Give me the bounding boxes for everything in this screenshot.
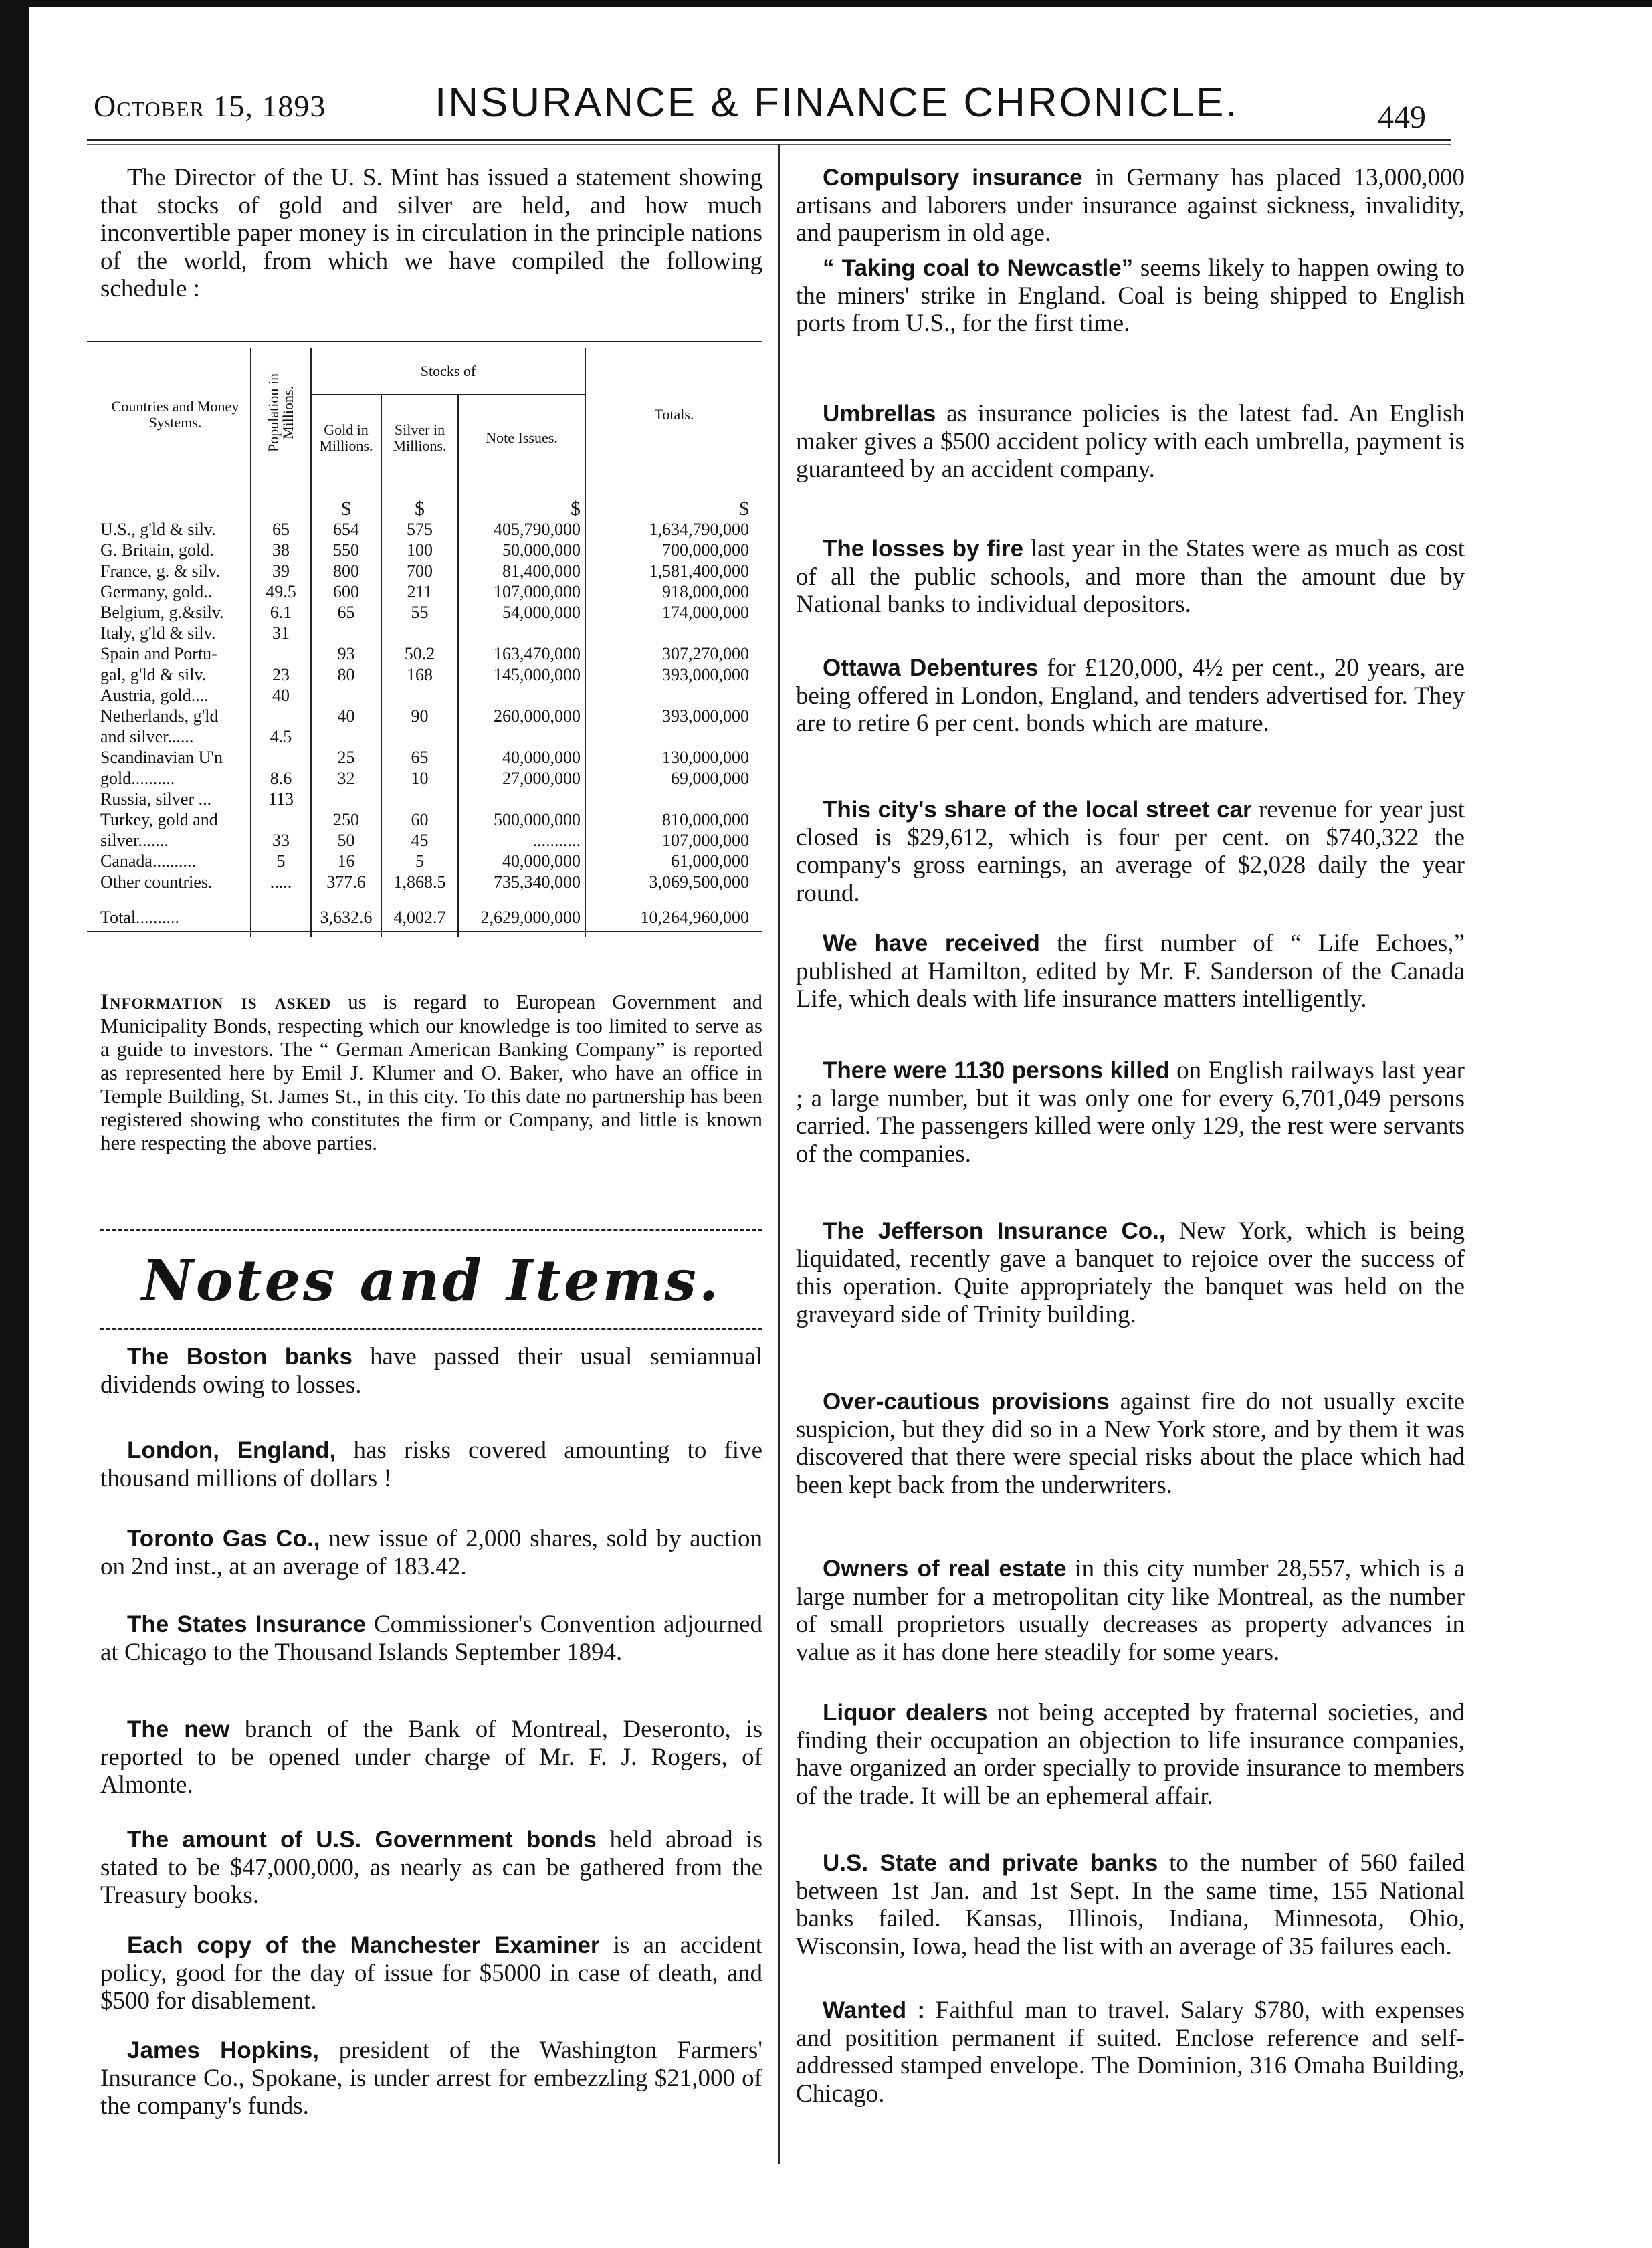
news-item — [796, 1555, 1465, 1666]
population-cell: 5 — [251, 851, 311, 872]
table-row — [100, 540, 762, 560]
gold-cell: 80 — [311, 664, 381, 685]
note-issues-cell: 40,000,000 — [458, 851, 585, 872]
country-cell: France, g. & silv. — [100, 561, 220, 581]
note-issues-cell: 107,000,000 — [458, 581, 585, 602]
news-item-body: is an accident policy, good for the day of issue for $5000 in case of death, and $500 for disablement. — [100, 1932, 762, 2015]
gold-cell — [311, 789, 381, 809]
table-row — [100, 830, 762, 851]
note-issues-cell: 54,000,000 — [458, 602, 585, 623]
population-cell: 39 — [251, 560, 311, 581]
country-cell: and silver...... — [100, 727, 194, 746]
news-item — [796, 400, 1465, 484]
gold-cell: 40 — [311, 706, 381, 726]
note-issues-cell: ........... — [458, 830, 585, 851]
total-cell: 1,634,790,000 — [585, 519, 762, 540]
news-item-body: president of the Washington Farmers' Insurance Co., Spokane, is under arrest for embezzling $21,000 of the company's funds. — [100, 2037, 762, 2120]
units-row: $ $ $ $ — [100, 481, 762, 519]
country-cell: Austria, gold.... — [100, 686, 209, 705]
news-item — [796, 930, 1465, 1013]
silver-cell: 55 — [381, 602, 458, 623]
news-item-lead: James Hopkins, — [127, 2037, 319, 2063]
news-item-body: in Germany has placed 13,000,000 artisans and laborers under insurance against sickness, invalidity, and pauperism in old age. — [796, 164, 1465, 247]
country-cell: Belgium, g.&silv. — [100, 603, 224, 622]
issue-date: October 15, 1893 — [94, 89, 326, 123]
news-item — [100, 1932, 762, 2015]
table-header-row-1 — [100, 348, 762, 395]
table-total-rule — [87, 931, 762, 932]
population-cell: 6.1 — [251, 602, 311, 623]
total-cell: 700,000,000 — [585, 540, 762, 560]
total-cell: 1,581,400,000 — [585, 560, 762, 581]
note-issues-cell: 2,629,000,000 — [458, 892, 585, 937]
table-row — [100, 581, 762, 602]
silver-cell: 45 — [381, 830, 458, 851]
note-issues-cell — [458, 789, 585, 809]
table-row — [100, 685, 762, 706]
news-item-body: the first number of “ Life Echoes,” published at Hamilton, edited by Mr. F. Sanderson of the Canada Life, which deals with life insurance matters intelligently. — [796, 930, 1465, 1013]
note-issues-cell: 735,340,000 — [458, 872, 585, 892]
country-cell: Spain and Portu- — [100, 644, 217, 663]
silver-cell: 575 — [381, 519, 458, 540]
gold-cell: 600 — [311, 581, 381, 602]
header-rule — [87, 139, 1451, 145]
table-row — [100, 747, 762, 768]
table-row — [100, 560, 762, 581]
table-row — [100, 851, 762, 872]
table-row — [100, 643, 762, 664]
country-cell: silver....... — [100, 831, 169, 850]
mint-intro-paragraph: The Director of the U. S. Mint has issued a statement showing that stocks of gold and silver are held, and how much inconvertible paper money is in circulation in the principle nations of the world, from which we have compiled the following schedule : — [100, 164, 762, 302]
gold-cell: 25 — [311, 747, 381, 768]
table-top-rule — [87, 341, 762, 342]
population-cell — [251, 892, 311, 937]
note-issues-cell: 50,000,000 — [458, 540, 585, 560]
gold-cell — [311, 623, 381, 643]
running-header — [74, 79, 1445, 135]
col-header-stocks-of: Stocks of — [311, 348, 585, 395]
note-issues-cell: 163,470,000 — [458, 643, 585, 664]
notes-and-items-heading: Notes and Items. — [141, 1247, 722, 1314]
news-item-body: New York, which is being liquidated, recently gave a banquet to rejoice over the success of this operation. Quite appropriately the banquet was held on the graveyard side of Trinity building. — [796, 1217, 1465, 1328]
silver-cell: 50.2 — [381, 643, 458, 664]
news-item-lead: The losses by fire — [823, 536, 1024, 562]
news-item — [796, 1217, 1465, 1328]
news-item — [100, 1525, 762, 1580]
news-item-body: as insurance policies is the latest fad. An English maker gives a $500 accident policy with each umbrella, payment is guaranteed by an accident company. — [796, 400, 1465, 483]
column-divider — [778, 144, 780, 2164]
gold-silver-stocks-table — [100, 348, 762, 937]
note-issues-cell: 260,000,000 — [458, 706, 585, 726]
page-number: 449 — [1378, 100, 1426, 135]
news-item-lead: Ottawa Debentures — [823, 655, 1039, 681]
col-header-population: Population in Millions. — [251, 348, 311, 481]
gold-cell: 16 — [311, 851, 381, 872]
news-item — [100, 1716, 762, 1799]
news-item-body: Commissioner's Convention adjourned at Chicago to the Thousand Islands September 1894. — [100, 1611, 762, 1666]
news-item — [100, 2037, 762, 2120]
news-item-lead: U.S. State and private banks — [823, 1850, 1158, 1876]
silver-cell: 4,002.7 — [381, 892, 458, 937]
col-header-totals: Totals. — [585, 348, 762, 481]
total-cell: 3,069,500,000 — [585, 872, 762, 892]
news-item-lead: Liquor dealers — [823, 1700, 988, 1726]
news-item-body: against fire do not usually excite suspicion, but they did so in a New York store, and by them it was discovered that there were special risks about the place which had been kept back from the underwriters. — [796, 1388, 1465, 1499]
population-cell — [251, 809, 311, 830]
gold-cell: 250 — [311, 809, 381, 830]
country-cell: Germany, gold.. — [100, 582, 213, 601]
population-cell: 38 — [251, 540, 311, 560]
population-cell: 31 — [251, 623, 311, 643]
silver-cell — [381, 726, 458, 747]
news-item-lead: This city's share of the local street car — [823, 797, 1252, 823]
table-row — [100, 789, 762, 809]
gold-cell: 50 — [311, 830, 381, 851]
table-row — [100, 809, 762, 830]
total-cell — [585, 789, 762, 809]
news-item-body: to the number of 560 failed between 1st Jan. and 1st Sept. In the same time, 155 National banks failed. Kansas, Illinois, Indiana, Minnesota, Ohio, Wisconsin, Iowa, head the list with an average of 35 failures each. — [796, 1849, 1465, 1960]
news-item-lead: There were 1130 persons killed — [823, 1057, 1170, 1084]
news-item-body: in this city number 28,557, which is a large number for a metropolitan city like Montreal, as the number of small proprietors usually decreases as property advances in value as it has done here steadily for some years. — [796, 1555, 1465, 1666]
population-cell — [251, 643, 311, 664]
silver-cell: 10 — [381, 768, 458, 789]
news-item — [796, 1057, 1465, 1168]
silver-cell: 700 — [381, 560, 458, 581]
news-item — [796, 164, 1465, 247]
silver-cell: 60 — [381, 809, 458, 830]
page-edge-top — [0, 0, 1652, 7]
gold-cell: 377.6 — [311, 872, 381, 892]
table-row — [100, 872, 762, 892]
news-item-body: revenue for year just closed is $29,612, which is four per cent. on $740,322 the company's gross earnings, an average of $2,028 daily the year round. — [796, 796, 1465, 907]
news-item-lead: London, England, — [127, 1437, 336, 1463]
table-row — [100, 602, 762, 623]
news-item — [100, 1343, 762, 1399]
total-cell: 61,000,000 — [585, 851, 762, 872]
news-item-lead: Compulsory insurance — [823, 165, 1083, 191]
silver-cell: 168 — [381, 664, 458, 685]
silver-cell: 1,868.5 — [381, 872, 458, 892]
population-cell: 49.5 — [251, 581, 311, 602]
news-item-lead: Toronto Gas Co., — [127, 1526, 320, 1552]
notes-top-rule — [100, 1229, 762, 1231]
gold-cell: 550 — [311, 540, 381, 560]
news-item-body: branch of the Bank of Montreal, Deseronto, is reported to be opened under charge of Mr. F. J. Rogers, of Almonte. — [100, 1716, 762, 1799]
total-cell: 69,000,000 — [585, 768, 762, 789]
col-header-note: Note Issues. — [458, 395, 585, 481]
country-cell: gal, g'ld & silv. — [100, 665, 207, 684]
note-issues-cell: 405,790,000 — [458, 519, 585, 540]
news-item-lead: The Boston banks — [127, 1344, 352, 1370]
news-item — [796, 654, 1465, 738]
news-item-body: last year in the States were as much as cost of all the public schools, and more than the amount due by National banks to individual depositors. — [796, 535, 1465, 618]
country-cell: Other countries. — [100, 872, 213, 892]
population-cell: 33 — [251, 830, 311, 851]
country-cell: Scandinavian U'n — [100, 748, 223, 767]
table-row — [100, 623, 762, 643]
gold-cell: 3,632.6 — [311, 892, 381, 937]
gold-cell — [311, 685, 381, 706]
total-cell: 918,000,000 — [585, 581, 762, 602]
table-row — [100, 768, 762, 789]
gold-cell: 800 — [311, 560, 381, 581]
news-item-body: not being accepted by fraternal societies, and finding their occupation an objection to life insurance companies, have organized an order specially to provide insurance to members of the trade. It will be an ephemeral affair. — [796, 1699, 1465, 1810]
total-cell — [585, 726, 762, 747]
notes-bottom-rule — [100, 1328, 762, 1330]
news-item-body: have passed their usual semiannual dividends owing to losses. — [100, 1343, 762, 1399]
table-row — [100, 519, 762, 540]
news-item — [100, 1437, 762, 1492]
silver-cell: 5 — [381, 851, 458, 872]
gold-cell: 654 — [311, 519, 381, 540]
news-item-lead: Each copy of the Manchester Examiner — [127, 1932, 600, 1958]
silver-cell: 100 — [381, 540, 458, 560]
population-cell — [251, 706, 311, 726]
total-cell: 393,000,000 — [585, 664, 762, 685]
population-cell: ..... — [251, 872, 311, 892]
gold-cell: 93 — [311, 643, 381, 664]
country-cell: U.S., g'ld & silv. — [100, 520, 216, 539]
note-issues-cell: 27,000,000 — [458, 768, 585, 789]
total-cell — [585, 623, 762, 643]
col-header-silver: Silver in Millions. — [381, 395, 458, 481]
silver-cell: 211 — [381, 581, 458, 602]
total-cell: 174,000,000 — [585, 602, 762, 623]
population-cell: 40 — [251, 685, 311, 706]
silver-cell: 65 — [381, 747, 458, 768]
news-item-lead: Umbrellas — [823, 401, 936, 427]
country-cell: Italy, g'ld & silv. — [100, 623, 216, 643]
news-item-lead: Wanted : — [823, 1997, 926, 2023]
total-cell: 107,000,000 — [585, 830, 762, 851]
country-cell: G. Britain, gold. — [100, 540, 214, 560]
news-item-lead: The new — [127, 1716, 230, 1742]
country-cell: Canada.......... — [100, 851, 196, 871]
news-item-body: for £120,000, 4½ per cent., 20 years, are being offered in London, England, and tenders advertised for. They are to retire 6 per cent. bonds which are mature. — [796, 654, 1465, 737]
gold-cell: 32 — [311, 768, 381, 789]
gold-cell — [311, 726, 381, 747]
population-cell: 23 — [251, 664, 311, 685]
note-issues-cell: 500,000,000 — [458, 809, 585, 830]
table-total-row — [100, 892, 762, 937]
population-cell: 65 — [251, 519, 311, 540]
note-issues-cell: 145,000,000 — [458, 664, 585, 685]
population-cell: 8.6 — [251, 768, 311, 789]
news-item — [796, 1849, 1465, 1960]
news-item — [100, 1826, 762, 1910]
col-header-gold: Gold in Millions. — [311, 395, 381, 481]
note-issues-cell — [458, 623, 585, 643]
news-item-body: Faithful man to travel. Salary $780, with expenses and positition permanent if suited. Enclose reference and self-addressed stamped envelope. The Dominion, 316 Omaha Building, Chicago. — [796, 1997, 1465, 2108]
news-item — [796, 1997, 1465, 2108]
news-item-lead: We have received — [823, 930, 1040, 956]
news-item — [796, 796, 1465, 907]
country-cell: Netherlands, g'ld — [100, 706, 219, 726]
note-issues-cell: 40,000,000 — [458, 747, 585, 768]
news-item-lead: The amount of U.S. Government bonds — [127, 1827, 597, 1853]
news-item-body: new issue of 2,000 shares, sold by auction on 2nd inst., at an average of 183.42. — [100, 1525, 762, 1580]
news-item-body: on English railways last year ; a large number, but it was only one for every 6,701,049 persons carried. The passengers killed were only 129, the rest were servants of the companies. — [796, 1057, 1465, 1168]
silver-cell — [381, 685, 458, 706]
news-item-lead: The States Insurance — [127, 1611, 367, 1637]
population-cell: 113 — [251, 789, 311, 809]
news-item-body: seems likely to happen owing to the miners' strike in England. Coal is being shipped to English ports from U.S., for the first time. — [796, 254, 1465, 337]
note-issues-cell — [458, 685, 585, 706]
news-item — [796, 254, 1465, 338]
col-header-country: Countries and Money Systems. — [111, 397, 239, 431]
total-cell: 307,270,000 — [585, 643, 762, 664]
country-cell: Russia, silver ... — [100, 789, 212, 809]
silver-cell — [381, 789, 458, 809]
total-cell: 393,000,000 — [585, 706, 762, 726]
news-item — [796, 535, 1465, 619]
country-cell: Turkey, gold and — [100, 810, 218, 829]
page-edge-left — [0, 0, 29, 2248]
news-item-body: has risks covered amounting to five thousand millions of dollars ! — [100, 1437, 762, 1492]
information-asked-paragraph: Information is asked us is regard to European Government and Municipality Bonds, respecting which our knowledge is too limited to serve as a guide to investors. The “ German American Banking Company” is reported as represented here by Emil J. Klumer and O. Baker, who have an office in Temple Building, St. James St., in this city. To this date no partnership has been registered showing who constitutes the firm or Company, and little is known here respecting the above parties. — [100, 990, 763, 1154]
news-item — [796, 1388, 1465, 1499]
gold-cell: 65 — [311, 602, 381, 623]
note-issues-cell — [458, 726, 585, 747]
population-cell: 4.5 — [251, 726, 311, 747]
news-item — [796, 1699, 1465, 1810]
country-cell: Total.......... — [100, 908, 180, 927]
total-cell: 130,000,000 — [585, 747, 762, 768]
total-cell: 10,264,960,000 — [585, 892, 762, 937]
total-cell — [585, 685, 762, 706]
news-item-lead: Owners of real estate — [823, 1556, 1067, 1582]
news-item-body: held abroad is stated to be $47,000,000, as nearly as can be gathered from the Treasury books. — [100, 1826, 763, 1909]
country-cell: gold.......... — [100, 769, 175, 788]
table-row — [100, 726, 762, 747]
population-cell — [251, 747, 311, 768]
news-item-lead: “ Taking coal to Newcastle” — [823, 255, 1134, 281]
table-row — [100, 706, 762, 726]
news-item-lead: Over-cautious provisions — [823, 1389, 1110, 1415]
silver-cell — [381, 623, 458, 643]
note-issues-cell: 81,400,000 — [458, 560, 585, 581]
news-item — [100, 1611, 762, 1666]
total-cell: 810,000,000 — [585, 809, 762, 830]
table-row — [100, 664, 762, 685]
news-item-lead: The Jefferson Insurance Co., — [823, 1218, 1166, 1244]
publication-title: INSURANCE & FINANCE CHRONICLE. — [435, 80, 1239, 126]
silver-cell: 90 — [381, 706, 458, 726]
